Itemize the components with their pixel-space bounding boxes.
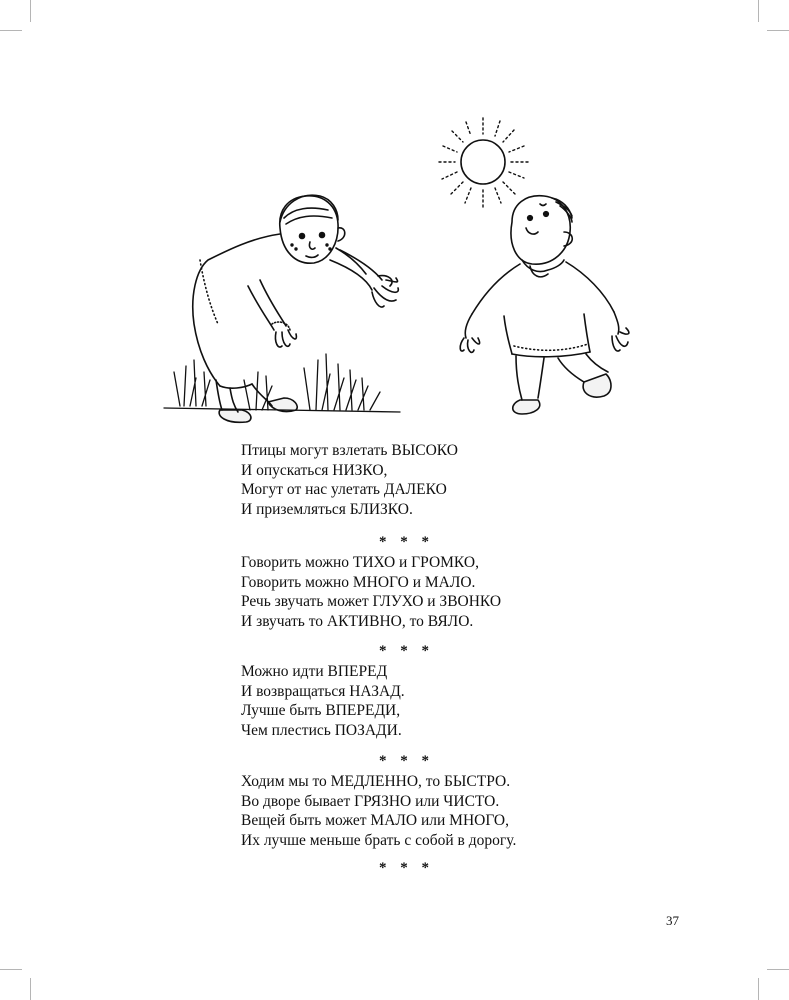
- stanza-separator: * * *: [379, 753, 434, 769]
- stanza-separator: * * *: [379, 643, 434, 659]
- crop-mark-bottom-left-v: [30, 978, 31, 1000]
- stanza-1: [241, 441, 458, 519]
- stanza-line: И звучать то АКТИВНО, то ВЯЛО.: [241, 612, 474, 630]
- stanza-4: [241, 772, 516, 850]
- stanza-line: Лучше быть ВПЕРЕДИ,: [241, 702, 401, 719]
- stanza-line: Во дворе бывает ГРЯЗНО или ЧИСТО.: [241, 792, 500, 810]
- stanza-line: Вещей быть может МАЛО или МНОГО,: [241, 812, 509, 829]
- stanza-line: И возвращаться НАЗАД.: [241, 682, 405, 700]
- stanza-line: Птицы могут взлетать ВЫСОКО: [241, 442, 458, 459]
- stanza-line: И приземляться БЛИЗКО.: [241, 500, 413, 518]
- stanza-3: [241, 662, 405, 740]
- stanza-line: И опускаться НИЗКО,: [241, 461, 388, 479]
- crop-mark-bottom-left-h: [0, 969, 22, 970]
- crop-mark-top-left-h: [0, 30, 22, 31]
- crop-mark-top-left-v: [30, 0, 31, 22]
- illustration: [160, 110, 640, 430]
- right-boy-figure: [460, 196, 629, 414]
- stanza-2: [241, 553, 501, 631]
- stanza-line: Говорить можно МНОГО и МАЛО.: [241, 573, 476, 591]
- stanza-separator: * * *: [379, 860, 434, 876]
- crop-mark-bottom-right-v: [758, 978, 759, 1000]
- sun-icon: [439, 118, 528, 207]
- stanza-line: Речь звучать может ГЛУХО и ЗВОНКО: [241, 593, 502, 610]
- stanza-line: Ходим мы то МЕДЛЕННО, то БЫСТРО.: [241, 773, 511, 790]
- stanza-line: Можно идти ВПЕРЕД: [241, 663, 388, 680]
- stanza-separator: * * *: [379, 534, 434, 550]
- crop-mark-bottom-right-h: [767, 969, 789, 970]
- page-number: 37: [666, 913, 679, 928]
- stanza-line: Могут от нас улетать ДАЛЕКО: [241, 481, 447, 498]
- crop-mark-top-right-h: [767, 30, 789, 31]
- crop-mark-top-right-v: [758, 0, 759, 22]
- stanza-line: Чем плестись ПОЗАДИ.: [241, 721, 402, 739]
- stanza-line: Говорить можно ТИХО и ГРОМКО,: [241, 554, 479, 571]
- stanza-line: Их лучше меньше брать с собой в дорогу.: [241, 831, 517, 849]
